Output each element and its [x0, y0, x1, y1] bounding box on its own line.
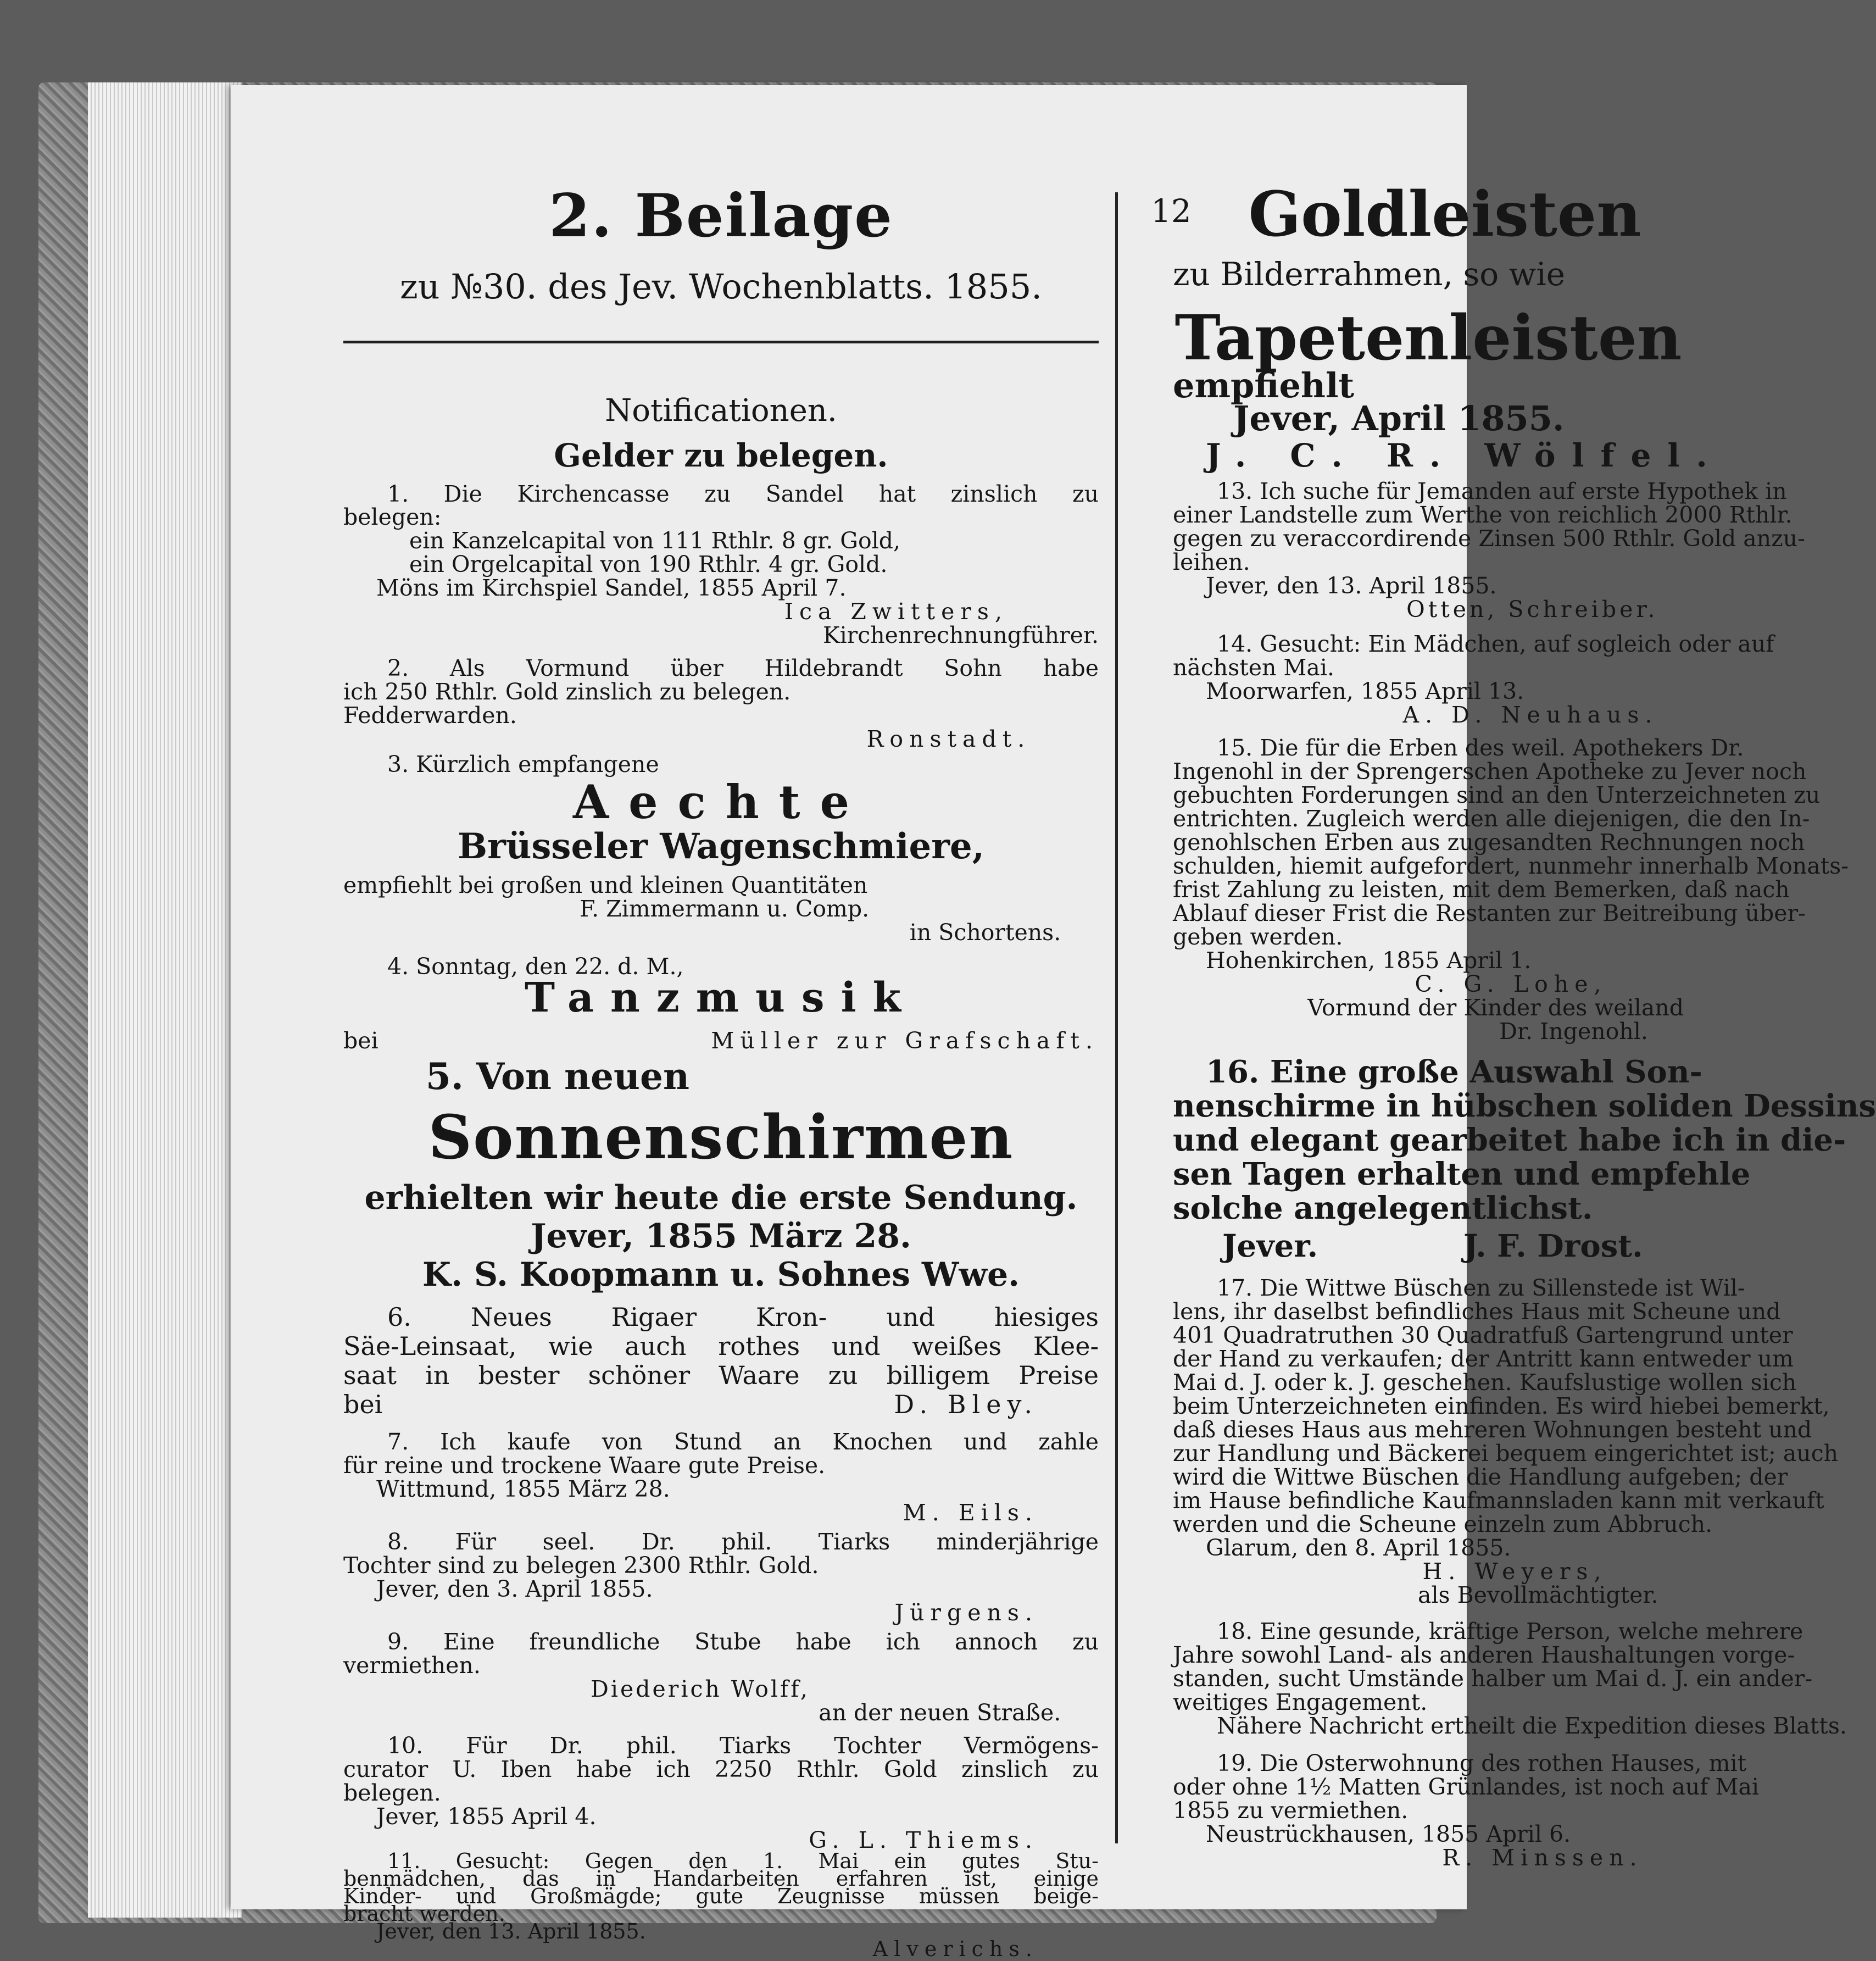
notice-line: ein Kanzelcapital von 111 Rthlr. 8 gr. Gold,: [409, 527, 901, 554]
newspaper-page: [231, 85, 1876, 1961]
notice-line: bei: [343, 1027, 378, 1054]
notice-signature: H. Weyers,: [1422, 1558, 1607, 1585]
notice-line: daß dieses Haus aus mehreren Wohnungen besteht und: [1173, 1416, 1812, 1443]
advert-line: empfiehlt: [1173, 365, 1355, 405]
notice-line: wird die Wittwe Büschen die Handlung aufgeben; der: [1173, 1464, 1788, 1490]
notice-line: gegen zu veraccordirende Zinsen 500 Rthlr. Gold anzu-: [1173, 525, 1805, 552]
notice-line: Hohenkirchen, 1855 April 1.: [1206, 947, 1532, 974]
notice-line: werden und die Scheune einzeln zum Abbruch.: [1173, 1511, 1713, 1537]
notice-role: als Bevollmächtigter.: [1418, 1582, 1658, 1608]
notice-signature: D. Bley.: [894, 1390, 1038, 1419]
section-heading: Notificationen.: [605, 393, 837, 429]
notice-signature: Ronstadt.: [866, 726, 1031, 752]
advert-heading: Tanzmusik: [525, 974, 917, 1021]
notice-line: 18. Eine gesunde, kräftige Person, welche mehrere: [1217, 1618, 1803, 1645]
notice-line: 19. Die Osterwohnung des rothen Hauses, mit: [1217, 1750, 1747, 1776]
notice-line: 14. Gesucht: Ein Mädchen, auf sogleich oder auf: [1217, 631, 1774, 657]
advert-heading: Aechte: [572, 775, 870, 829]
notice-line: lens, ihr daselbst befindliches Haus mit Scheune und: [1173, 1298, 1781, 1325]
notice-role: Kirchenrechnungführer.: [822, 622, 1099, 648]
notice-role: Dr. Ingenohl.: [1499, 1018, 1648, 1045]
notice-line: frist Zahlung zu leisten, mit dem Bemerken, daß nach: [1173, 876, 1790, 903]
notice-line: Jever, den 3. April 1855.: [376, 1576, 653, 1602]
advert-place: Jever.: [1222, 1228, 1318, 1264]
page-number: 12: [1151, 192, 1192, 230]
notice-line: 10. Für Dr. phil. Tiarks Tochter Vermögens-: [387, 1732, 1099, 1759]
notice-line: ich 250 Rthlr. Gold zinslich zu belegen.: [343, 679, 791, 705]
notice-signature: A. D. Neuhaus.: [1402, 702, 1658, 728]
notice-signature: C. G. Lohe,: [1415, 971, 1607, 997]
advert-lead: 5. Von neuen: [426, 1055, 689, 1098]
notice-line: Ingenohl in der Sprengerschen Apotheke zu Jever noch: [1173, 758, 1807, 785]
notice-line: leihen.: [1173, 549, 1250, 575]
notice-line: Tochter sind zu belegen 2300 Rthlr. Gold.: [343, 1552, 819, 1579]
notice-line: belegen.: [343, 1780, 441, 1806]
notice-line: beim Unterzeichneten einfinden. Es wird hiebei bemerkt,: [1173, 1393, 1830, 1419]
advert-heading: Tapetenleisten: [1174, 302, 1682, 374]
advert-line: 16. Eine große Auswahl Son-: [1206, 1054, 1702, 1090]
notice-line: ein Orgelcapital von 190 Rthlr. 4 gr. Gold.: [409, 551, 888, 577]
notice-line: empfiehlt bei großen und kleinen Quantitäten: [343, 872, 868, 898]
notice-signature: Jürgens.: [894, 1599, 1038, 1626]
notice-line: genohlschen Erben aus zugesandten Rechnungen noch: [1173, 829, 1805, 855]
notice-line: vermiethen.: [343, 1652, 481, 1679]
notice-line: 8. Für seel. Dr. phil. Tiarks minderjährige: [387, 1529, 1099, 1555]
notice-line: 401 Quadratruthen 30 Quadratfuß Gartengrund unter: [1173, 1322, 1793, 1348]
notice-line: Nähere Nachricht ertheilt die Expedition dieses Blatts.: [1217, 1713, 1847, 1739]
notice-line: entrichten. Zugleich werden alle diejenigen, die den In-: [1173, 805, 1810, 832]
title-rule: [343, 341, 1099, 343]
notice-line: oder ohne 1½ Matten Grünlandes, ist noch auf Mai: [1173, 1774, 1760, 1800]
advert-signature: K. S. Koopmann u. Sohnes Wwe.: [422, 1256, 1020, 1294]
notice-line: Fedderwarden.: [343, 702, 517, 729]
notice-line: 3. Kürzlich empfangene: [387, 751, 659, 777]
notice-line: Jever, den 13. April 1855.: [1206, 573, 1497, 599]
notice-line: im Hause befindliche Kaufmannsladen kann mit verkauft: [1173, 1487, 1824, 1514]
advert-signature: J. C. R. Wölfel.: [1206, 437, 1724, 474]
advert-heading: Sonnenschirmen: [428, 1102, 1014, 1173]
notice-line: Ablauf dieser Frist die Restanten zur Beitreibung über-: [1173, 900, 1806, 926]
notice-signature: Alverichs.: [872, 1937, 1038, 1961]
advert-line: Jever, April 1855.: [1233, 398, 1565, 438]
notice-place: in Schortens.: [909, 919, 1061, 946]
notice-line: schulden, hiemit aufgefordert, nunmehr innerhalb Monats-: [1173, 853, 1849, 879]
notice-line: 17. Die Wittwe Büschen zu Sillenstede ist Wil-: [1217, 1275, 1745, 1301]
notice-line: weitiges Engagement.: [1173, 1689, 1428, 1715]
notice-line: Kinder- und Großmägde; gute Zeugnisse müssen beige-: [343, 1884, 1099, 1908]
notice-line: 7. Ich kaufe von Stund an Knochen und zahle: [387, 1429, 1099, 1455]
notice-line: bracht werden.: [343, 1902, 505, 1926]
notice-line: Glarum, den 8. April 1855.: [1206, 1535, 1511, 1561]
notice-line: geben werden.: [1173, 924, 1343, 950]
advert-line: und elegant gearbeitet habe ich in die-: [1173, 1122, 1846, 1158]
notice-signature: F. Zimmermann u. Comp.: [580, 896, 870, 922]
notice-line: 13. Ich suche für Jemanden auf erste Hypothek in: [1217, 478, 1787, 504]
notice-line: 2. Als Vormund über Hildebrandt Sohn habe: [387, 655, 1099, 681]
notice-signature: Diederich Wolff,: [591, 1676, 810, 1702]
notice-line: saat in bester schöner Waare zu billigem Preise: [343, 1360, 1099, 1390]
notice-line: 9. Eine freundliche Stube habe ich annoch zu: [387, 1629, 1099, 1655]
notice-line: Mai d. J. oder k. J. geschehen. Kaufslustige wollen sich: [1173, 1369, 1797, 1396]
notice-place: an der neuen Straße.: [819, 1699, 1061, 1726]
supplement-subtitle: zu №30. des Jev. Wochenblatts. 1855.: [400, 266, 1042, 307]
notice-signature: M. Eils.: [903, 1499, 1038, 1526]
notice-line: 11. Gesucht: Gegen den 1. Mai ein gutes Stu-: [387, 1849, 1099, 1873]
page-edges: [88, 82, 243, 1918]
notice-line: 1855 zu vermiethen.: [1173, 1797, 1409, 1824]
notice-line: 4. Sonntag, den 22. d. M.,: [387, 953, 684, 980]
notice-line: Möns im Kirchspiel Sandel, 1855 April 7.: [376, 575, 847, 601]
notice-line: 6. Neues Rigaer Kron- und hiesiges: [387, 1302, 1099, 1332]
advert-line: zu Bilderrahmen, so wie: [1173, 255, 1566, 293]
advert-line: sen Tagen erhalten und empfehle: [1173, 1156, 1751, 1192]
notice-line: Jever, den 13. April 1855.: [376, 1919, 646, 1943]
advert-line: solche angelegentlichst.: [1173, 1190, 1593, 1226]
sub-heading: Gelder zu belegen.: [554, 437, 888, 474]
notice-line: nächsten Mai.: [1173, 654, 1335, 681]
advert-line: nenschirme in hübschen soliden Dessins: [1173, 1088, 1876, 1124]
notice-signature: G. L. Thiems.: [809, 1827, 1038, 1853]
notice-line: Neustrückhausen, 1855 April 6.: [1206, 1821, 1571, 1847]
advert-line: Jever, 1855 März 28.: [531, 1217, 911, 1256]
notice-line: einer Landstelle zum Werthe von reichlich 2000 Rthlr.: [1173, 502, 1793, 528]
notice-line: belegen:: [343, 504, 442, 530]
notice-line: für reine und trockene Waare gute Preise.: [343, 1452, 826, 1479]
notice-line: curator U. Iben habe ich 2250 Rthlr. Gold zinslich zu: [343, 1756, 1099, 1782]
notice-line: gebuchten Forderungen sind an den Unterzeichneten zu: [1173, 782, 1821, 808]
advert-heading: Goldleisten: [1248, 179, 1641, 251]
notice-role: Vormund der Kinder des weiland: [1307, 995, 1684, 1021]
notice-line: Jahre sowohl Land- als anderen Haushaltungen vorge-: [1173, 1642, 1795, 1668]
notice-line: Säe-Leinsaat, wie auch rothes und weißes Klee-: [343, 1331, 1099, 1361]
notice-line: bei: [343, 1390, 383, 1419]
notice-line: Jever, 1855 April 4.: [376, 1803, 597, 1830]
advert-product: Brüsseler Wagenschmiere,: [458, 826, 984, 867]
supplement-title: 2. Beilage: [549, 181, 893, 251]
notice-signature: Otten, Schreiber.: [1406, 596, 1658, 623]
notice-signature: R. Minssen.: [1442, 1845, 1643, 1871]
notice-line: 15. Die für die Erben des weil. Apothekers Dr.: [1217, 735, 1744, 761]
notice-line: Moorwarfen, 1855 April 13.: [1206, 678, 1524, 704]
advert-signature: J. F. Drost.: [1463, 1228, 1643, 1264]
advert-line: erhielten wir heute die erste Sendung.: [364, 1179, 1078, 1217]
notice-line: benmädchen, das in Handarbeiten erfahren ist, einige: [343, 1866, 1099, 1891]
notice-line: 1. Die Kirchencasse zu Sandel hat zinslich zu: [387, 481, 1099, 507]
notice-signature: Müller zur Grafschaft.: [711, 1027, 1099, 1054]
notice-line: Wittmund, 1855 März 28.: [376, 1476, 670, 1502]
notice-line: zur Handlung und Bäckerei bequem eingerichtet ist; auch: [1173, 1440, 1839, 1466]
notice-line: standen, sucht Umstände halber um Mai d. J. ein ander-: [1173, 1665, 1813, 1692]
notice-signature: Ica Zwitters,: [784, 598, 1008, 625]
notice-line: der Hand zu verkaufen; der Antritt kann entweder um: [1173, 1346, 1794, 1372]
